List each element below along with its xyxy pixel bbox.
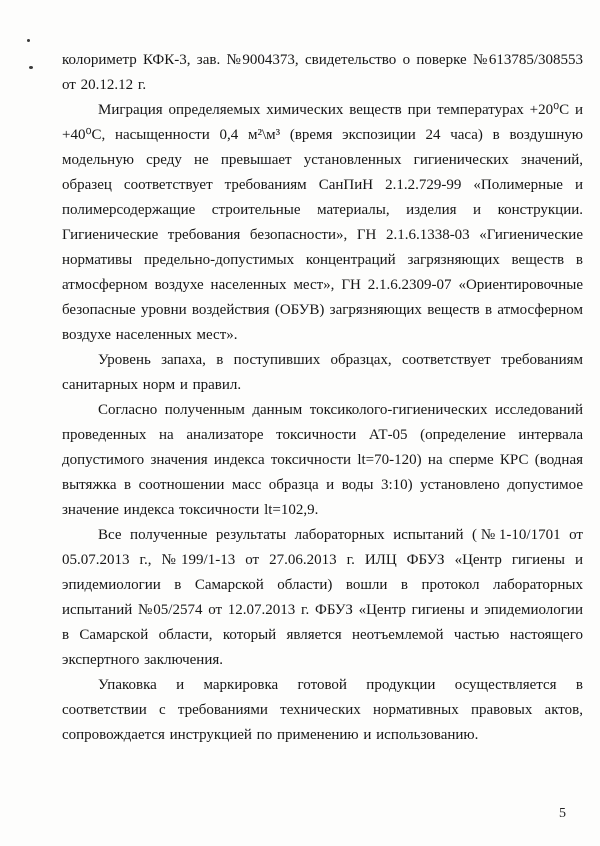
scan-artifact-dot (27, 39, 30, 42)
document-body-text (62, 48, 583, 748)
page-number: 5 (559, 806, 566, 821)
scan-artifact-dot (29, 66, 33, 69)
paragraph-packaging-marking: Упаковка и маркировка готовой продукции осуществляется в соответствии с требованиями технических нормативных правовых актов, сопровождается инструкцией по применению и использованию. (62, 677, 583, 743)
paragraph-migration-of-chemicals: Миграция определяемых химических веществ при температурах +20⁰С и +40⁰С, насыщенности 0,4 м²\м³ (время экспозиции 24 часа) в воздушную модельную среду не превышает установленных гигиенических значений, образец соответствует требованиям СанПиН 2.1.2.729-99 «Полимерные и полимерсодержащие строительные материалы, изделия и конструкции. Гигиенические требования безопасности», ГН 2.1.6.1338-03 «Гигиенические нормативы предельно-допустимых концентраций загрязняющих веществ в атмосферном воздухе населенных мест», ГН 2.1.6.2309-07 «Ориентировочные безопасные уровни воздействия (ОБУВ) загрязняющих веществ в атмосферном воздухе населенных мест». (62, 102, 583, 343)
paragraph-lab-test-results: Все полученные результаты лабораторных испытаний (№1-10/1701 от 05.07.2013 г., №199/1-13 от 27.06.2013 г. ИЛЦ ФБУЗ «Центр гигиены и эпидемиологии в Самарской области) вошли в протокол лабораторных испытаний №05/2574 от 12.07.2013 г. ФБУЗ «Центр гигиены и эпидемиологии в Самарской области, который является неотъемлемой частью настоящего экспертного заключения. (62, 527, 583, 668)
paragraph-calibration-continuation: колориметр КФК-3, зав. №9004373, свидетельство о поверке №613785/308553 от 20.12.12 г. (62, 52, 583, 93)
paragraph-odor-level: Уровень запаха, в поступивших образцах, соответствует требованиям санитарных норм и правил. (62, 352, 583, 393)
paragraph-toxicology-results: Согласно полученным данным токсиколого-гигиенических исследований проведенных на анализаторе токсичности АТ-05 (определение интервала допустимого значения индекса токсичности lt=70-120) на сперме КРС (водная вытяжка в соотношении масс образца и воды 3:10) установлено допустимое значение индекса токсичности lt=102,9. (62, 402, 583, 518)
